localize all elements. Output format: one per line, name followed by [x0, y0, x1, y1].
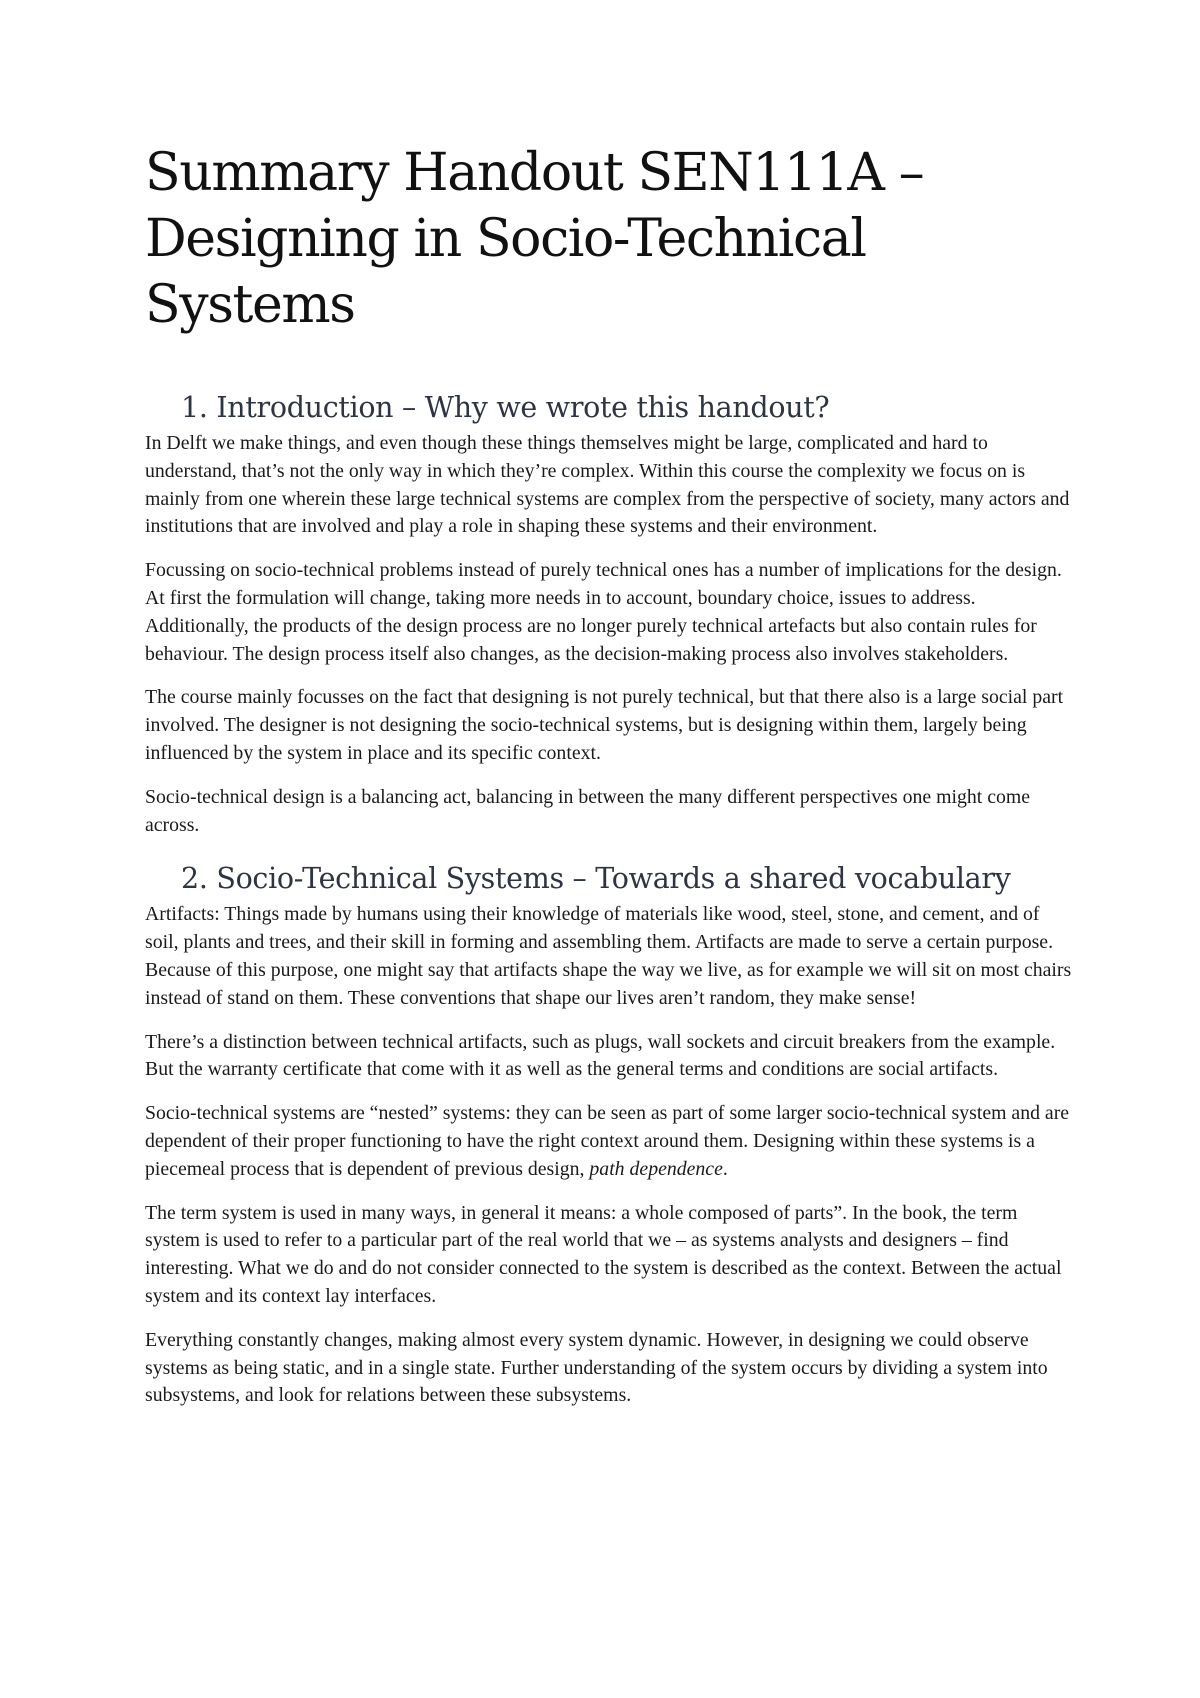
systems-paragraph-nested — [145, 1100, 1075, 1183]
intro-paragraph-3: The course mainly focusses on the fact that designing is not purely technical, but that there also is a large social part involved. The designer is not designing the socio-technical systems, but is designing within them, largely being influenced by the system in place and its specific context. — [145, 686, 1064, 764]
section-heading-socio-technical-systems: 2. Socio-Technical Systems – Towards a shared vocabulary — [181, 862, 1011, 896]
document-page — [145, 140, 1075, 1426]
intro-paragraph-4: Socio-technical design is a balancing act, balancing in between the many different perspectives one might come across. — [145, 785, 1031, 836]
path-dependence-term: path dependence — [589, 1157, 723, 1180]
section-heading-introduction: 1. Introduction – Why we wrote this handout? — [181, 391, 830, 424]
intro-paragraph-1: In Delft we make things, and even though these things themselves might be large, complicated and hard to understand, that’s not the only way in which they’re complex. Within this course the complexity we focus on is mainly from one wherein these large technical systems are complex from the perspective of society, many actors and institutions that are involved and play a role in shaping these systems and their environment. — [145, 432, 1070, 538]
systems-paragraph-technical-vs-social: There’s a distinction between technical artifacts, such as plugs, wall sockets and circuit breakers from the example. But the warranty certificate that come with it as well as the general terms and conditions are social artifacts. — [145, 1030, 1056, 1081]
document-title: Summary Handout SEN111A – Designing in Socio-Technical Systems — [145, 143, 924, 335]
nested-text-end: . — [722, 1157, 728, 1180]
systems-paragraph-term-system: The term system is used in many ways, in general it means: a whole composed of parts”. In the book, the term system is used to refer to a particular part of the real world that we – as systems analysts and designers – find interesting. What we do and do not consider connected to the system is described as the context. Between the actual system and its context lay interfaces. — [145, 1201, 1062, 1307]
systems-paragraph-dynamic: Everything constantly changes, making almost every system dynamic. However, in designing we could observe systems as being static, and in a single state. Further understanding of the system occurs by dividing a system into subsystems, and look for relations between these subsystems. — [145, 1328, 1048, 1407]
nested-text: Socio-technical systems are “nested” systems: they can be seen as part of some larger socio-technical system and are dependent of their proper functioning to have the right context around them. Designing within these systems is a piecemeal process that is dependent of previous design, — [145, 1102, 1070, 1180]
systems-paragraph-artifacts: Artifacts: Things made by humans using their knowledge of materials like wood, steel, stone, and cement, and of soil, plants and trees, and their skill in forming and assembling them. Artifacts are made to serve a certain purpose. Because of this purpose, one might say that artifacts shape the way we live, as for example we will sit on most chairs instead of stand on them. These conventions that shape our lives aren’t random, they make sense! — [145, 903, 1072, 1009]
intro-paragraph-2: Focussing on socio-technical problems instead of purely technical ones has a number of implications for the design. At first the formulation will change, taking more needs in to account, boundary choice, issues to address. Additionally, the products of the design process are no longer purely technical artefacts but also contain rules for behaviour. The design process itself also changes, as the decision-making process also involves stakeholders. — [145, 559, 1062, 665]
